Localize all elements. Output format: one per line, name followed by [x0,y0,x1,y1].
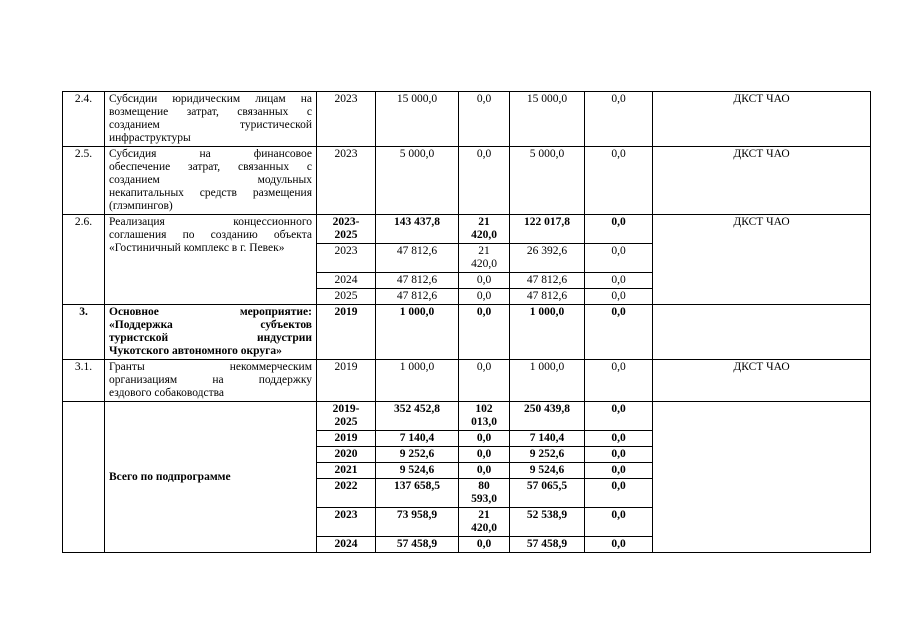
other-cell: 0,0 [585,508,653,537]
document-page [62,91,870,553]
item-name [105,92,317,147]
total-cell: 143 437,8 [376,215,459,244]
other-cell: 0,0 [585,289,653,305]
federal-cell: 0,0 [459,360,510,402]
federal-cell: 0,0 [459,537,510,553]
total-cell: 9 524,6 [376,463,459,479]
item-name [105,360,317,402]
total-cell: 1 000,0 [376,360,459,402]
total-cell: 47 812,6 [376,289,459,305]
federal-cell: 21 420,0 [459,508,510,537]
federal-cell: 0,0 [459,447,510,463]
federal-cell: 21 420,0 [459,244,510,273]
total-label: Всего по подпрограмме [105,402,317,553]
year-cell: 2021 [317,463,376,479]
item-name-line: Субсидия на финансовое [109,148,312,160]
regional-cell: 57 065,5 [510,479,585,508]
federal-cell: 0,0 [459,147,510,215]
regional-cell: 7 140,4 [510,431,585,447]
year-cell: 2025 [317,289,376,305]
total-cell: 15 000,0 [376,92,459,147]
year-cell: 2019 [317,431,376,447]
other-cell: 0,0 [585,92,653,147]
item-number: 3.1. [63,360,105,402]
item-number: 3. [63,305,105,360]
item-name-line: созданием модульных [109,174,312,186]
item-number: 2.6. [63,215,105,305]
year-cell: 2023- 2025 [317,215,376,244]
other-cell: 0,0 [585,431,653,447]
year-cell: 2019 [317,360,376,402]
item-name-line: обеспечение затрат, связанных с [109,161,312,173]
item-name [105,147,317,215]
item-name-line: организациям на поддержку [109,374,312,386]
regional-cell: 1 000,0 [510,305,585,360]
regional-cell: 52 538,9 [510,508,585,537]
other-cell: 0,0 [585,479,653,508]
year-cell: 2020 [317,447,376,463]
total-cell: 137 658,5 [376,479,459,508]
federal-cell: 0,0 [459,289,510,305]
regional-cell: 9 524,6 [510,463,585,479]
year-cell: 2024 [317,537,376,553]
item-name-line: Чукотского автономного округа» [109,345,282,357]
table-row [63,147,871,215]
executor-cell [653,402,871,553]
total-cell: 1 000,0 [376,305,459,360]
federal-cell: 80 593,0 [459,479,510,508]
federal-cell: 0,0 [459,305,510,360]
item-name-line: (глэмпингов) [109,200,173,212]
federal-cell: 0,0 [459,92,510,147]
item-name-line: Основное мероприятие: [109,306,312,318]
other-cell: 0,0 [585,273,653,289]
year-cell: 2019 [317,305,376,360]
regional-cell: 47 812,6 [510,289,585,305]
item-number: 2.5. [63,147,105,215]
other-cell: 0,0 [585,463,653,479]
item-name-line: некапитальных средств размещения [109,187,312,199]
other-cell: 0,0 [585,305,653,360]
federal-cell: 21 420,0 [459,215,510,244]
total-cell: 7 140,4 [376,431,459,447]
table-row [63,305,871,360]
regional-cell: 15 000,0 [510,92,585,147]
other-cell: 0,0 [585,147,653,215]
year-cell: 2023 [317,147,376,215]
other-cell: 0,0 [585,402,653,431]
item-name-line: инфраструктуры [109,132,191,144]
total-cell: 9 252,6 [376,447,459,463]
federal-cell: 0,0 [459,463,510,479]
item-name-line: «Поддержка субъектов [109,319,312,331]
item-name-line: ездового собаководства [109,387,225,399]
item-name-line: соглашения по созданию объекта [109,229,312,241]
year-cell: 2022 [317,479,376,508]
total-cell: 57 458,9 [376,537,459,553]
item-name-line: Субсидии юридическим лицам на [109,93,312,105]
executor-cell: ДКСТ ЧАО [653,215,871,305]
regional-cell: 122 017,8 [510,215,585,244]
other-cell: 0,0 [585,215,653,244]
regional-cell: 250 439,8 [510,402,585,431]
regional-cell: 47 812,6 [510,273,585,289]
executor-cell: ДКСТ ЧАО [653,147,871,215]
executor-cell: ДКСТ ЧАО [653,92,871,147]
item-number: 2.4. [63,92,105,147]
other-cell: 0,0 [585,244,653,273]
federal-cell: 0,0 [459,431,510,447]
budget-table [62,91,871,553]
year-cell: 2023 [317,508,376,537]
item-name [105,305,317,360]
total-cell: 47 812,6 [376,244,459,273]
item-name-line: «Гостиничный комплекс в г. Певек» [109,242,285,254]
executor-cell [653,305,871,360]
year-cell: 2023 [317,92,376,147]
regional-cell: 5 000,0 [510,147,585,215]
table-row [63,215,871,244]
total-row [63,402,871,431]
regional-cell: 26 392,6 [510,244,585,273]
federal-cell: 0,0 [459,273,510,289]
total-cell: 5 000,0 [376,147,459,215]
item-name-line: туристской индустрии [109,332,312,344]
other-cell: 0,0 [585,360,653,402]
year-cell: 2024 [317,273,376,289]
table-body [63,92,871,553]
regional-cell: 57 458,9 [510,537,585,553]
item-name [105,215,317,305]
year-cell: 2023 [317,244,376,273]
other-cell: 0,0 [585,537,653,553]
total-cell: 47 812,6 [376,273,459,289]
regional-cell: 9 252,6 [510,447,585,463]
item-name-line: созданием туристической [109,119,312,131]
year-cell: 2019- 2025 [317,402,376,431]
federal-cell: 102 013,0 [459,402,510,431]
item-name-line: Реализация концессионного [109,216,312,228]
table-row [63,360,871,402]
item-name-line: возмещение затрат, связанных с [109,106,312,118]
total-cell: 352 452,8 [376,402,459,431]
item-name-line: Гранты некоммерческим [109,361,312,373]
regional-cell: 1 000,0 [510,360,585,402]
executor-cell: ДКСТ ЧАО [653,360,871,402]
table-row [63,92,871,147]
total-cell: 73 958,9 [376,508,459,537]
other-cell: 0,0 [585,447,653,463]
total-number-blank [63,402,105,553]
